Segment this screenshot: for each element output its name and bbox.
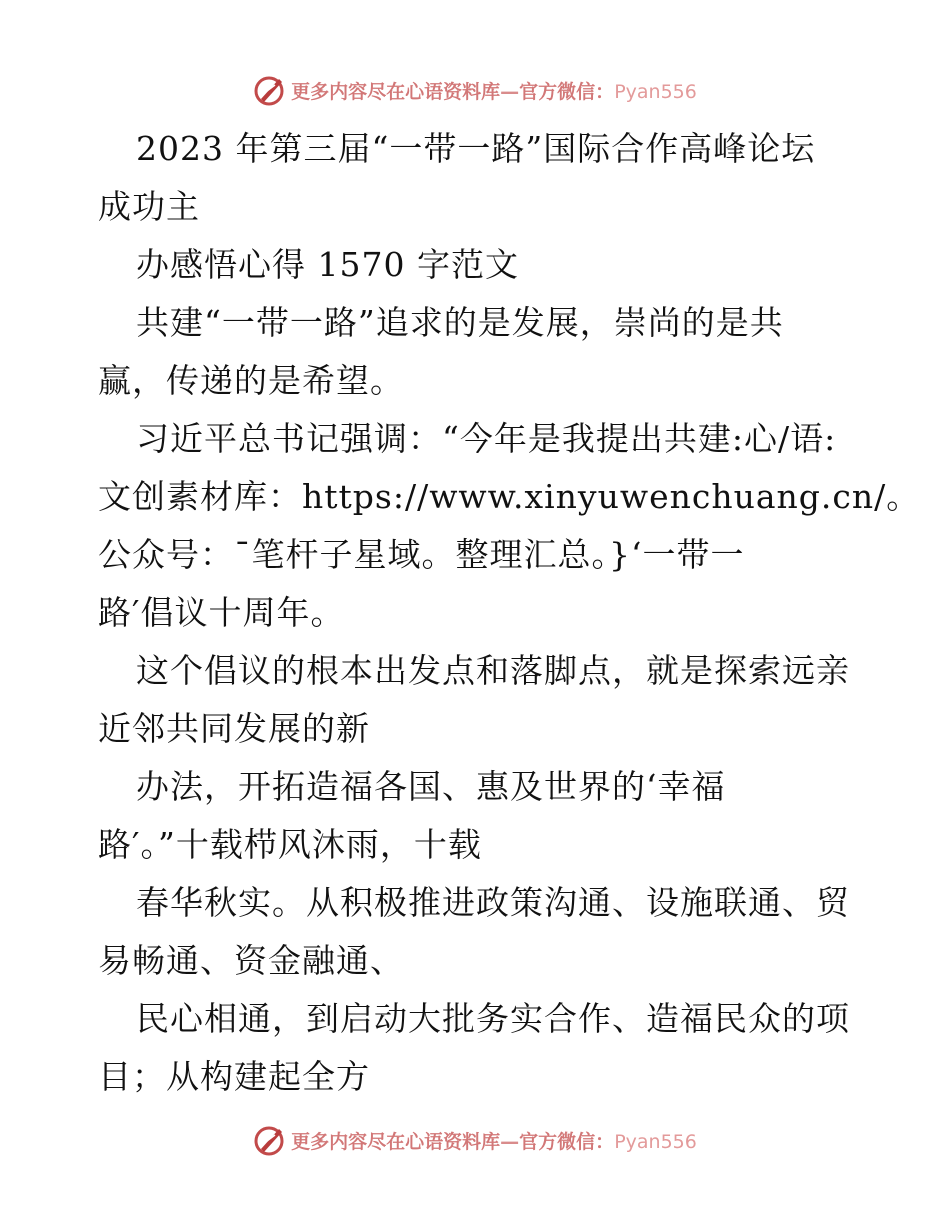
body-line: 办法，开拓造福各国、惠及世界的‘幸福	[136, 767, 726, 806]
footer-brand: 更多内容尽在心语资料库	[291, 1130, 501, 1153]
body-line: 2023 年第三届“一带一路”国际合作高峰论坛	[136, 129, 816, 168]
footer-wechat-label: 官方微信：	[519, 1130, 615, 1153]
body-line: 路′。”十载栉风沐雨，十载	[98, 825, 482, 864]
body-line: 共建“一带一路”追求的是发展，崇尚的是共	[136, 303, 784, 342]
body-line: 易畅通、资金融通、	[98, 941, 404, 980]
body-line: 习近平总书记强调：“今年是我提出共建:心/语:	[136, 419, 837, 458]
footer-wechat-id: Pyan556	[614, 1130, 697, 1153]
body-line: 文创素材库：https://www.xinyuwenchuang.cn/。	[98, 477, 921, 516]
page-header-banner	[0, 70, 950, 110]
footer-dash: —	[500, 1130, 520, 1153]
body-line: 春华秋实。从积极推进政策沟通、设施联通、贸	[136, 883, 850, 922]
footer-text	[291, 1127, 697, 1154]
page-footer-banner	[0, 1120, 950, 1160]
body-line: 近邻共同发展的新	[98, 709, 370, 748]
body-line: 公众号：¯笔杆子星域。整理汇总。}‘一带一	[98, 535, 745, 574]
body-line: 赢，传递的是希望。	[98, 361, 404, 400]
header-dash: —	[500, 80, 520, 103]
header-wechat-id: Pyan556	[614, 80, 697, 103]
body-line: 路′倡议十周年。	[98, 593, 345, 632]
body-line: 民心相通，到启动大批务实合作、造福民众的项	[136, 999, 850, 1038]
header-brand: 更多内容尽在心语资料库	[291, 80, 501, 103]
quill-logo-icon	[253, 1123, 287, 1157]
body-line: 这个倡议的根本出发点和落脚点，就是探索远亲	[136, 651, 850, 690]
body-line: 目；从构建起全方	[98, 1057, 370, 1096]
header-text	[291, 77, 697, 104]
quill-logo-icon	[253, 73, 287, 107]
body-line: 成功主	[98, 187, 200, 226]
document-body	[98, 120, 921, 1106]
header-wechat-label: 官方微信：	[519, 80, 615, 103]
body-line: 办感悟心得 1570 字范文	[136, 245, 519, 284]
